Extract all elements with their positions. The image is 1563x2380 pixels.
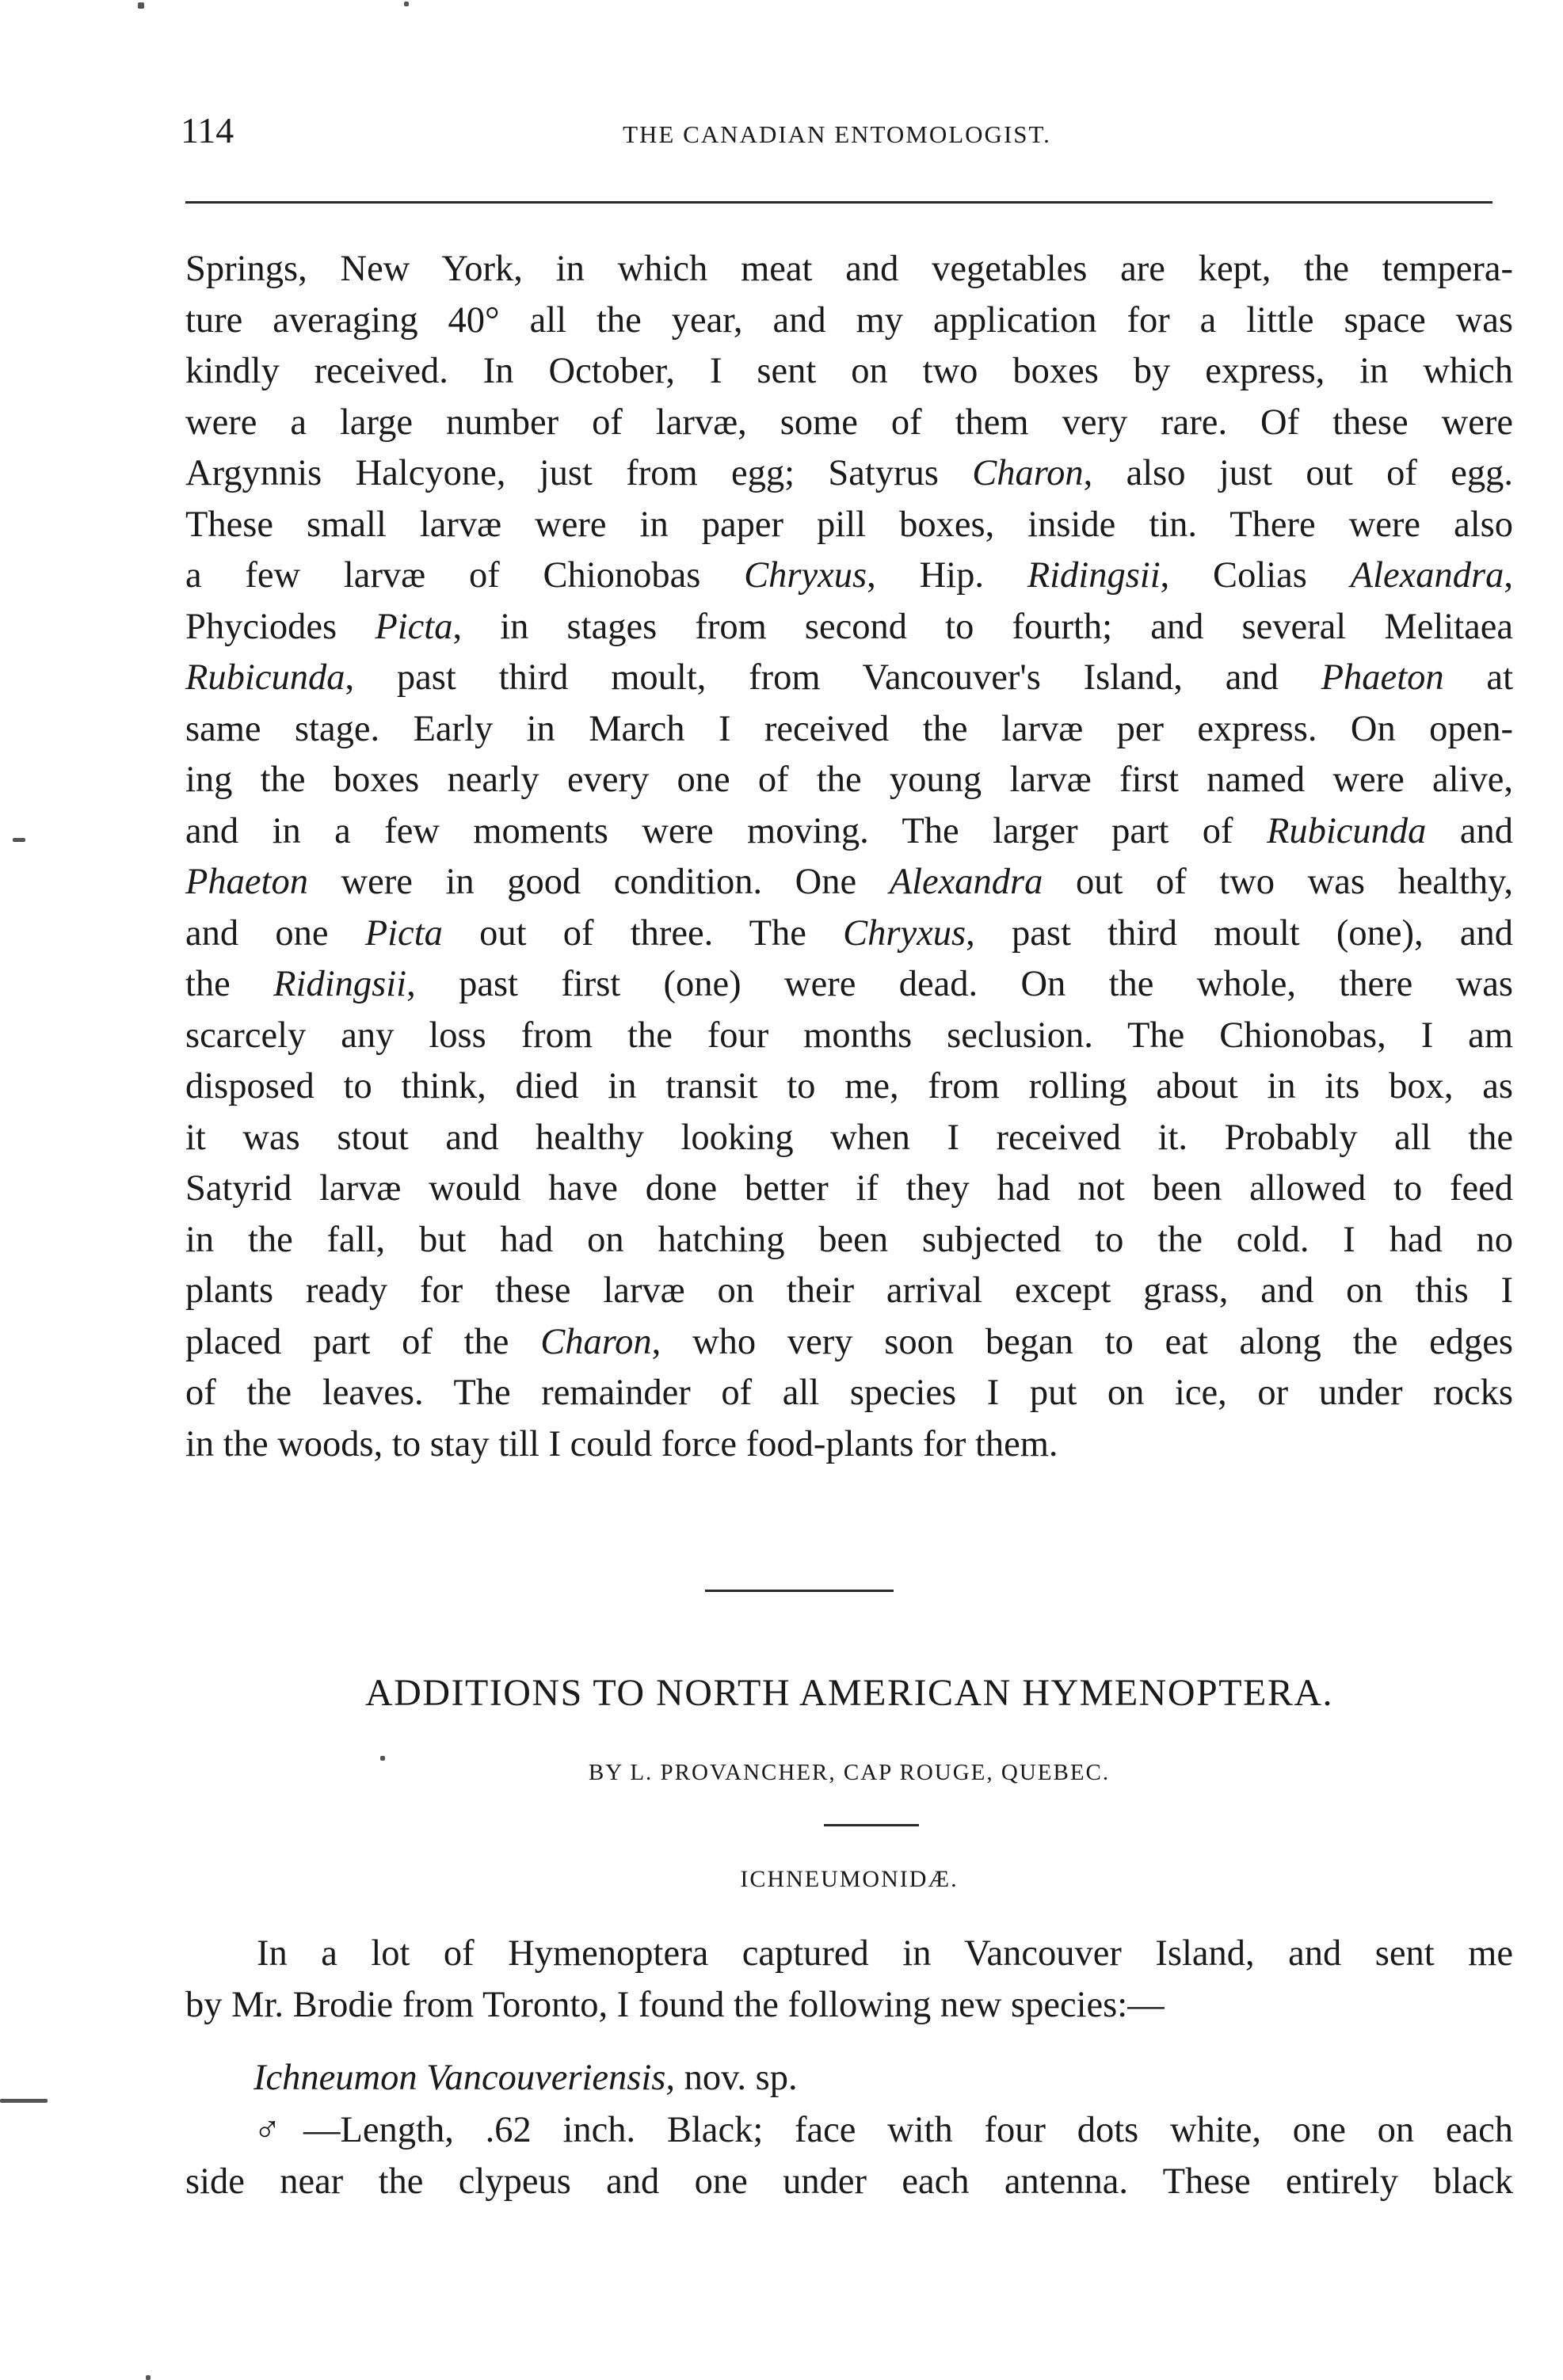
- header-rule: [185, 201, 1492, 204]
- running-head: [181, 109, 1493, 157]
- text-line: ture averaging 40° all the year, and my application for a little space was: [185, 299, 1513, 341]
- text-line: and in a few moments were moving. The larger part of Rubicunda and: [185, 810, 1514, 851]
- text-line: In a lot of Hymenoptera captured in Vancouver Island, and sent me: [257, 1933, 1513, 1974]
- journal-title: THE CANADIAN ENTOMOLOGIST.: [623, 120, 1051, 148]
- species-binomial: Ichneumon Vancouveriensis,: [254, 2058, 676, 2098]
- species-heading: [254, 2057, 798, 2099]
- margin-mark: [146, 2375, 151, 2380]
- text-line: in the woods, to stay till I could force food-plants for them.: [185, 1423, 1058, 1464]
- text-line: Rubicunda, past third moult, from Vancouver's Island, and Phaeton at: [185, 657, 1513, 698]
- article-title: ADDITIONS TO NORTH AMERICAN HYMENOPTERA.: [364, 1672, 1334, 1714]
- text-line: scarcely any loss from the four months seclusion. The Chionobas, I am: [185, 1015, 1513, 1056]
- text-line: the Ridingsii, past first (one) were dead. On the whole, there was: [185, 964, 1513, 1004]
- text-line: Springs, New York, in which meat and vegetables are kept, the tempera-: [185, 249, 1513, 289]
- margin-mark: [0, 2099, 48, 2103]
- text-line: Satyrid larvæ would have done better if they had not been allowed to feed: [185, 1168, 1513, 1209]
- text-line: side near the clypeus and one under each antenna. These entirely black: [185, 2161, 1513, 2202]
- text-line: Argynnis Halcyone, just from egg; Satyrus Charon, also just out of egg.: [185, 453, 1513, 493]
- section-divider: [705, 1590, 894, 1592]
- text-line: a few larvæ of Chionobas Chryxus, Hip. Ridingsii, Colias Alexandra,: [185, 555, 1513, 596]
- text-line: same stage. Early in March I received the larvæ per express. On open-: [185, 708, 1513, 749]
- text-line: and one Picta out of three. The Chryxus, past third moult (one), and: [185, 912, 1514, 954]
- species-description: [185, 2105, 1513, 2207]
- text-line: placed part of the Charon, who very soon began to eat along the edges: [185, 1321, 1514, 1362]
- text-line: disposed to think, died in transit to me, from rolling about in its box, as: [185, 1066, 1513, 1106]
- text-line: in the fall, but had on hatching been subjected to the cold. I had no: [185, 1219, 1513, 1260]
- text-line: These small larvæ were in paper pill boxes, inside tin. There were also: [185, 504, 1513, 545]
- page-number: 114: [181, 110, 234, 150]
- text-line: ♂—Length, .62 inch. Black; face with four dots white, one on each: [254, 2110, 1513, 2150]
- text-line: Phaeton were in good condition. One Alexandra out of two was healthy,: [185, 862, 1513, 902]
- family-heading: ICHNEUMONIDÆ.: [740, 1866, 959, 1892]
- margin-mark: [404, 2, 409, 6]
- byline-rule: [824, 1824, 919, 1826]
- text-line: ing the boxes nearly every one of the young larvæ first named were alive,: [185, 760, 1513, 800]
- text-line: of the leaves. The remainder of all species I put on ice, or under rocks: [185, 1373, 1513, 1413]
- text-line: it was stout and healthy looking when I received it. Probably all the: [185, 1117, 1513, 1158]
- text-line: were a large number of larvæ, some of them very rare. Of these were: [185, 402, 1513, 443]
- text-line: plants ready for these larvæ on their arrival except grass, and on this I: [185, 1270, 1513, 1311]
- continued-paragraph: [185, 244, 1513, 1470]
- margin-mark: [138, 2, 144, 9]
- article-byline: BY L. PROVANCHER, CAP ROUGE, QUEBEC.: [588, 1760, 1111, 1785]
- text-line: by Mr. Brodie from Toronto, I found the following new species:—: [185, 1984, 1165, 2025]
- intro-paragraph: [185, 1929, 1513, 2031]
- margin-mark: [13, 838, 25, 842]
- species-designation: nov. sp.: [684, 2058, 798, 2098]
- text-line: Phyciodes Picta, in stages from second to fourth; and several Melitaea: [185, 606, 1513, 647]
- text-line: kindly received. In October, I sent on two boxes by express, in which: [185, 351, 1513, 391]
- margin-mark: [380, 1756, 385, 1761]
